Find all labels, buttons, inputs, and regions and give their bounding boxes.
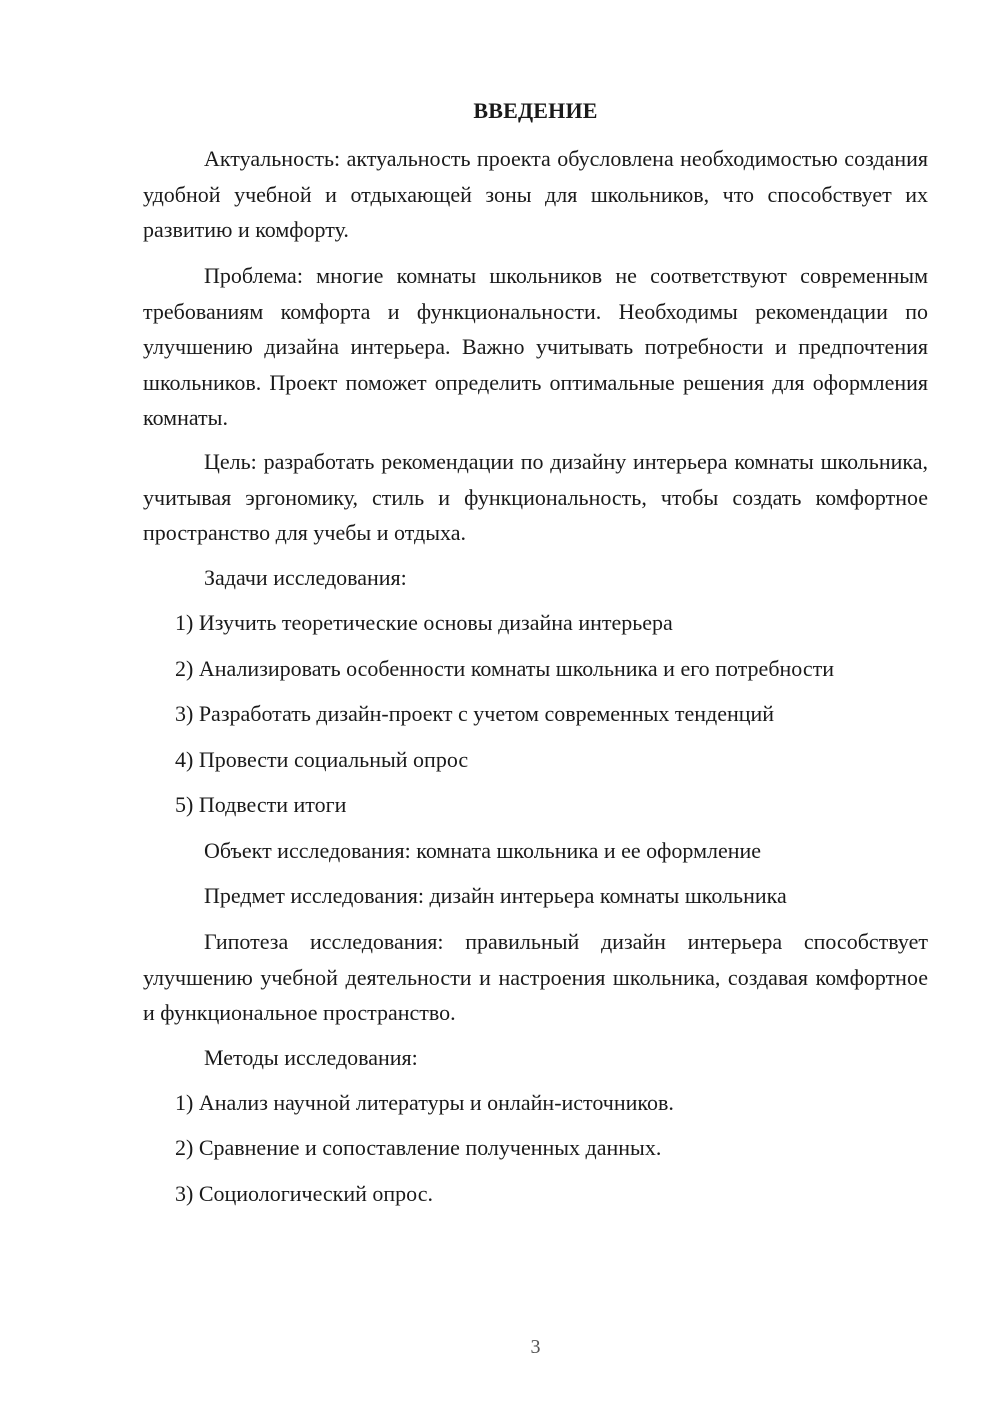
problem-paragraph: Проблема: многие комнаты школьников не соответствуют современным требованиям комфорта и функциональности. Необходимы рекомендации по улучшению дизайна интерьера. Важно учитывать потребности и предпочтения школьников. Проект поможет определить оптимальные решения для оформления комнаты. xyxy=(143,263,928,430)
task-item: 4) Провести социальный опрос xyxy=(175,747,469,772)
task-item: 1) Изучить теоретические основы дизайна интерьера xyxy=(175,610,673,635)
task-item: 3) Разработать дизайн-проект с учетом современных тенденций xyxy=(175,701,775,726)
relevance-paragraph: Актуальность: актуальность проекта обусловлена необходимостью создания удобной учебной и отдыхающей зоны для школьников, что способствует их развитию и комфорту. xyxy=(143,146,928,242)
task-item: 2) Анализировать особенности комнаты школьника и его потребности xyxy=(175,656,834,681)
tasks-heading: Задачи исследования: xyxy=(204,565,407,590)
subject-line: Предмет исследования: дизайн интерьера комнаты школьника xyxy=(204,883,787,908)
page-number: 3 xyxy=(530,1336,541,1358)
method-item: 3) Социологический опрос. xyxy=(175,1181,433,1206)
method-item: 2) Сравнение и сопоставление полученных данных. xyxy=(175,1135,662,1160)
task-item: 5) Подвести итоги xyxy=(175,792,347,817)
goal-paragraph: Цель: разработать рекомендации по дизайну интерьера комнаты школьника, учитывая эргономику, стиль и функциональность, чтобы создать комфортное пространство для учебы и отдыха. xyxy=(143,449,928,545)
method-item: 1) Анализ научной литературы и онлайн-источников. xyxy=(175,1090,674,1115)
methods-heading: Методы исследования: xyxy=(204,1045,418,1070)
document-page xyxy=(143,0,928,1414)
hypothesis-paragraph: Гипотеза исследования: правильный дизайн интерьера способствует улучшению учебной деятельности и настроения школьника, создавая комфортное и функциональное пространство. xyxy=(143,929,928,1025)
page-title: ВВЕДЕНИЕ xyxy=(473,98,598,123)
object-line: Объект исследования: комната школьника и ее оформление xyxy=(204,838,762,863)
